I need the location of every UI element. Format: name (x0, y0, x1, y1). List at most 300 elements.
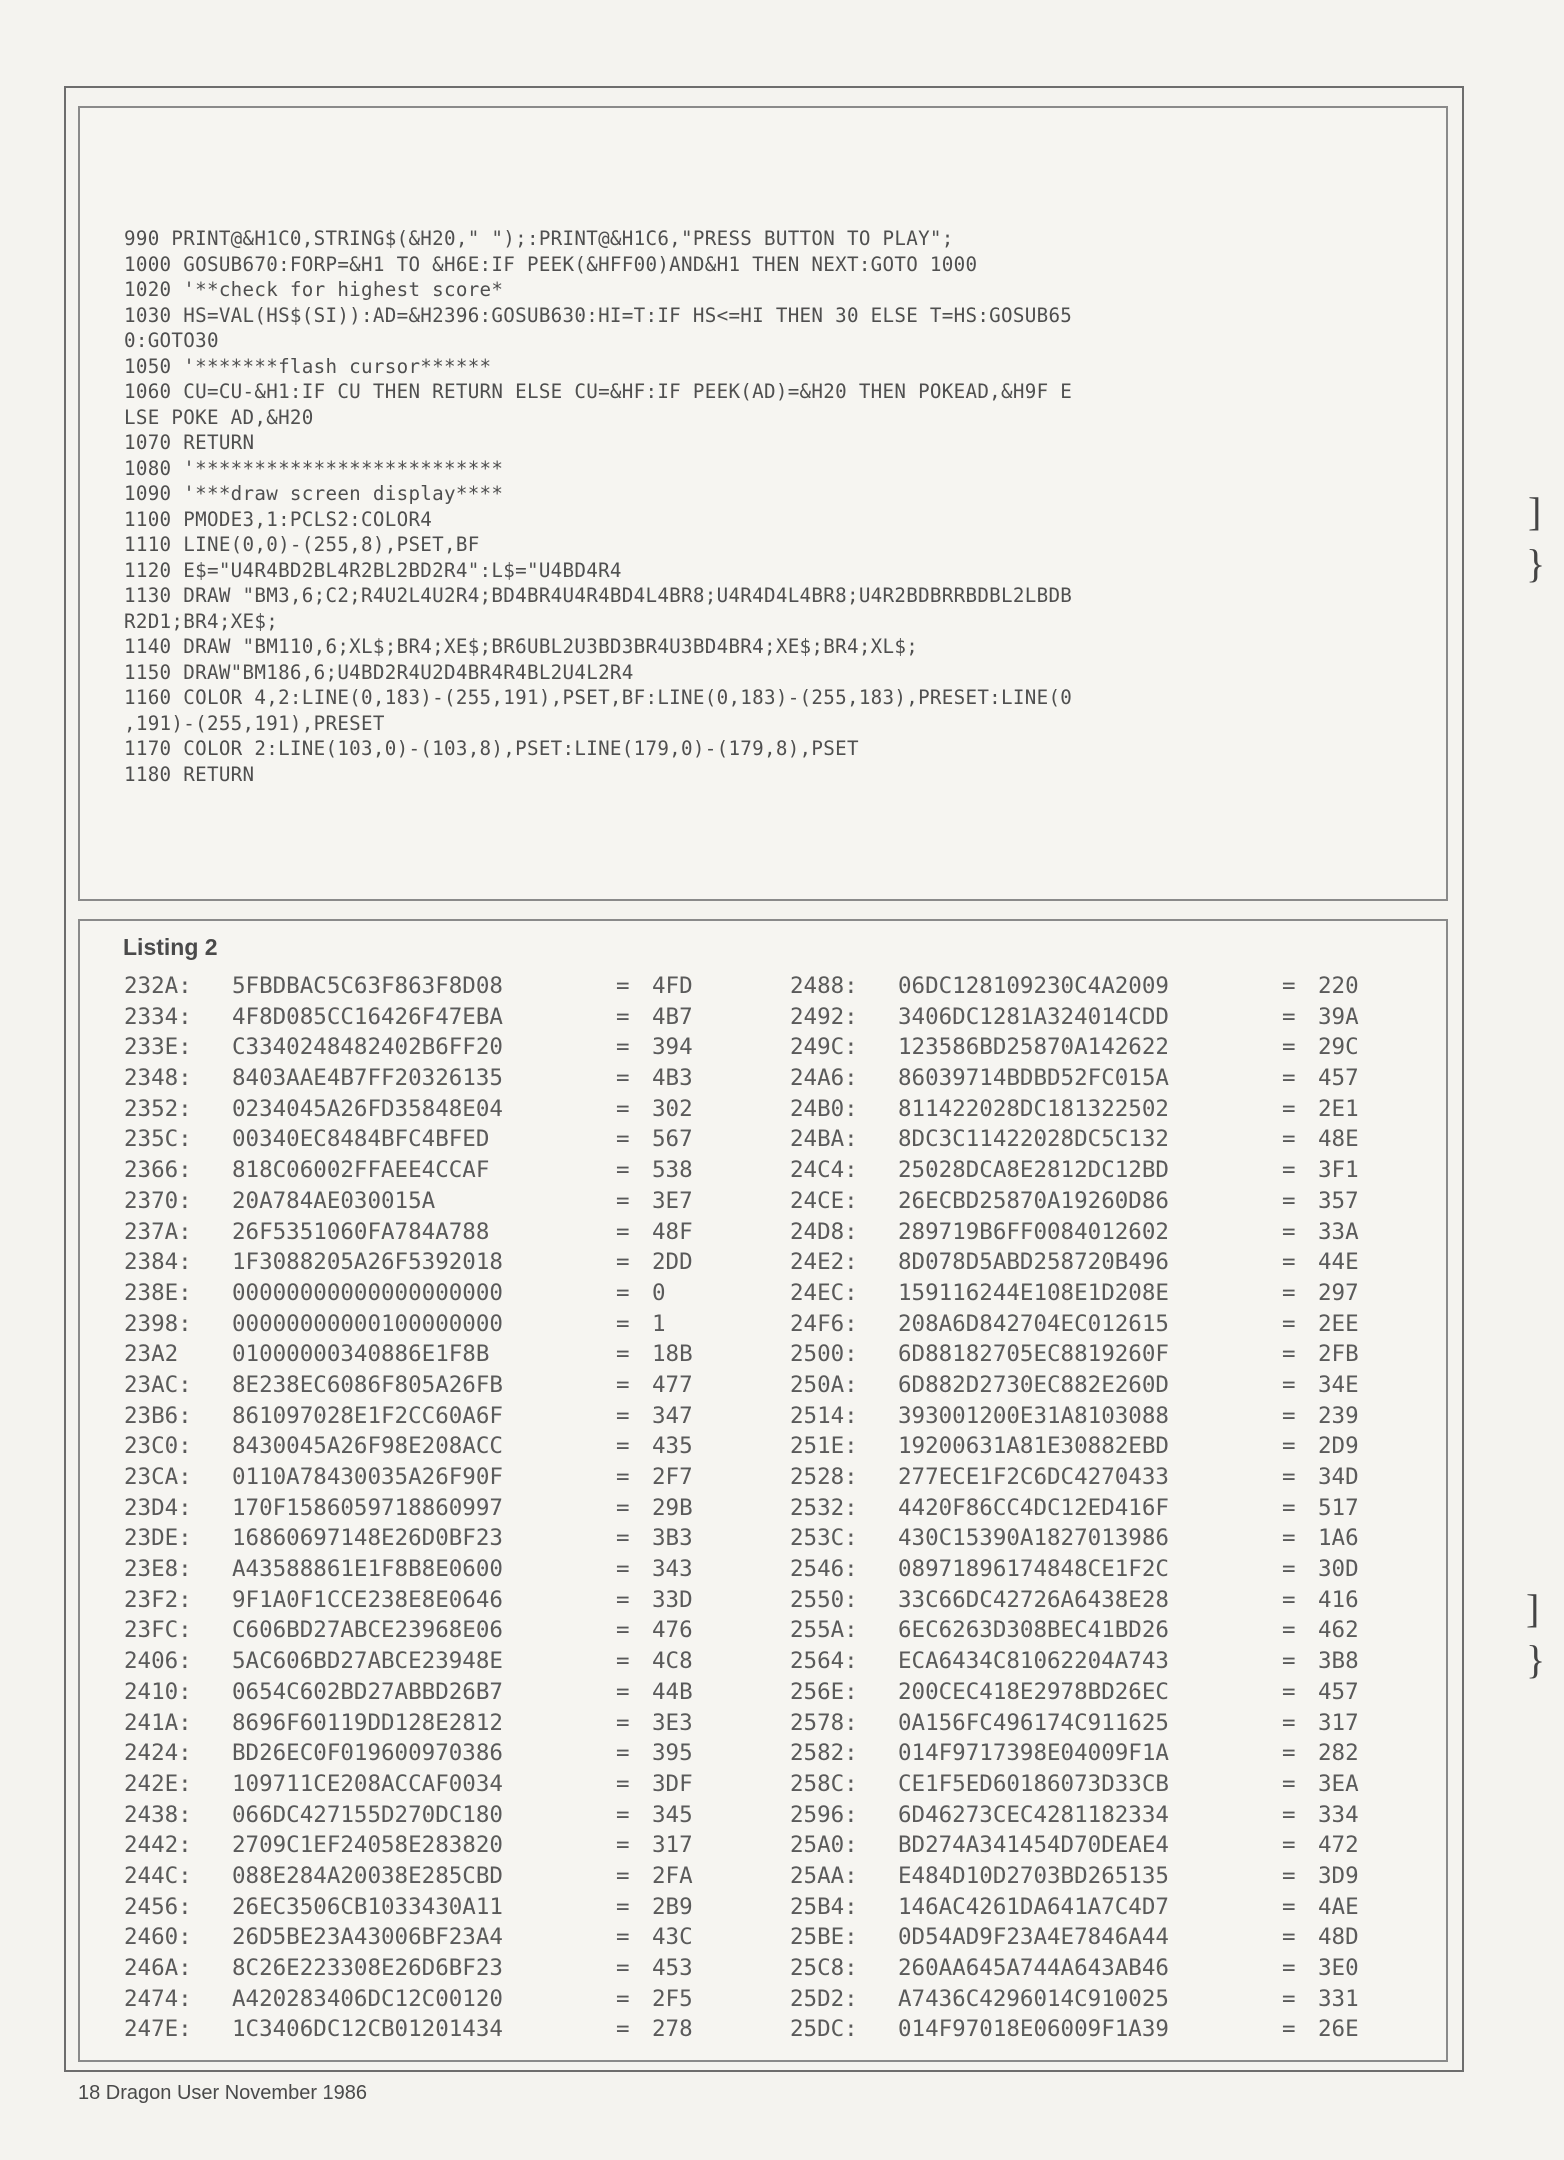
hex-row (790, 1554, 1398, 1585)
code-line: 1080 '************************** (124, 456, 504, 480)
page-footer: 18 Dragon User November 1986 (78, 2082, 368, 2104)
hex-address: 235C: (124, 1126, 192, 1153)
checksum: 2FB (1318, 1341, 1359, 1368)
hex-data: 123586BD25870A142622 (898, 1034, 1169, 1061)
equals-sign: = (1282, 2016, 1296, 2043)
hex-data: 25028DCA8E2812DC12BD (898, 1157, 1169, 1184)
hex-row (124, 1278, 732, 1309)
hex-row (790, 1462, 1398, 1493)
hex-address: 237A: (124, 1218, 192, 1245)
checksum: 3D9 (1318, 1862, 1359, 1889)
hex-address: 247E: (124, 2016, 192, 2043)
hex-address: 25D2: (790, 1985, 858, 2012)
equals-sign: = (1282, 1402, 1296, 1429)
code-line: 1100 PMODE3,1:PCLS2:COLOR4 (124, 507, 433, 531)
checksum: 2F7 (652, 1464, 693, 1490)
hex-address: 2460: (124, 1924, 192, 1951)
hex-row (790, 1861, 1398, 1892)
hex-address: 250A: (790, 1371, 858, 1398)
hex-row (124, 1217, 732, 1248)
hex-address: 2334: (124, 1003, 192, 1030)
hex-data: 277ECE1F2C6DC4270433 (898, 1464, 1169, 1490)
equals-sign: = (1282, 1893, 1296, 1920)
equals-sign: = (616, 1955, 630, 1981)
hex-address: 2384: (124, 1249, 192, 1276)
checksum: 457 (1318, 1678, 1359, 1705)
hex-data: 159116244E108E1D208E (898, 1279, 1169, 1306)
hex-data: A7436C4296014C910025 (898, 1985, 1169, 2012)
checksum: 472 (1318, 1832, 1359, 1859)
hex-address: 24E2: (790, 1249, 858, 1276)
equals-sign: = (616, 973, 630, 999)
equals-sign: = (616, 1924, 630, 1951)
equals-sign: = (616, 1525, 630, 1552)
equals-sign: = (616, 1740, 630, 1767)
hex-address: 238E: (124, 1279, 192, 1306)
hex-data: E484D10D2703BD265135 (898, 1862, 1169, 1889)
hex-address: 24B0: (790, 1095, 858, 1122)
hex-address: 2546: (790, 1556, 858, 1583)
listing2-title: Listing 2 (123, 934, 218, 960)
hex-row (124, 1124, 732, 1155)
hex-row (124, 2014, 732, 2045)
hex-address: 256E: (790, 1678, 858, 1705)
margin-mark: } (1526, 1637, 1546, 1682)
hex-data: 861097028E1F2CC60A6F (232, 1402, 503, 1429)
hex-address: 2442: (124, 1832, 192, 1859)
hex-data: CE1F5ED60186073D33CB (898, 1770, 1169, 1797)
hex-row (124, 1892, 732, 1923)
equals-sign: = (1282, 1525, 1296, 1552)
equals-sign: = (616, 1709, 630, 1736)
hex-address: 251E: (790, 1433, 858, 1460)
hex-address: 23FC: (124, 1617, 192, 1644)
hex-data: 5FBDBAC5C63F863F8D08 (232, 973, 503, 999)
hex-address: 25AA: (790, 1862, 858, 1889)
hex-row (124, 1800, 732, 1831)
code-line: 1030 HS=VAL(HS$(SI)):AD=&H2396:GOSUB630:HI=T:IF HS<=HI THEN 30 ELSE T=HS:GOSUB65 (124, 303, 1073, 327)
hex-data: 26ECBD25870A19260D86 (898, 1187, 1169, 1214)
hex-address: 23AC: (124, 1371, 192, 1398)
equals-sign: = (1282, 1617, 1296, 1644)
hex-address: 25BE: (790, 1924, 858, 1951)
hex-row (790, 1309, 1398, 1340)
code-line: 1180 RETURN (124, 762, 255, 786)
checksum: 29B (652, 1494, 693, 1521)
hex-address: 24D8: (790, 1218, 858, 1245)
equals-sign: = (1282, 1126, 1296, 1153)
hex-address: 2366: (124, 1157, 192, 1184)
equals-sign: = (1282, 1095, 1296, 1122)
hex-address: 23CA: (124, 1464, 192, 1490)
hex-row (124, 1738, 732, 1769)
hex-row (790, 1830, 1398, 1861)
hex-row (124, 1830, 732, 1861)
hex-row (124, 1002, 732, 1033)
hex-data: 208A6D842704EC012615 (898, 1310, 1169, 1337)
hex-data: 2709C1EF24058E283820 (232, 1832, 503, 1859)
equals-sign: = (616, 1893, 630, 1920)
hex-data: 4420F86CC4DC12ED416F (898, 1494, 1169, 1521)
hex-address: 2474: (124, 1985, 192, 2012)
hex-data: 9F1A0F1CCE238E8E0646 (232, 1586, 503, 1613)
checksum: 2F5 (652, 1985, 693, 2012)
code-line: 1020 '**check for highest score* (124, 278, 504, 301)
hex-row (790, 1401, 1398, 1432)
hex-address: 2370: (124, 1187, 192, 1214)
hex-row (790, 1708, 1398, 1739)
checksum: 462 (1318, 1617, 1359, 1644)
equals-sign: = (1282, 1832, 1296, 1859)
checksum: 3E0 (1318, 1955, 1359, 1981)
hex-row (790, 1124, 1398, 1155)
equals-sign: = (1282, 1494, 1296, 1521)
hex-row (124, 1922, 732, 1953)
hex-row (124, 1953, 732, 1984)
hex-row (790, 1769, 1398, 1800)
equals-sign: = (1282, 1187, 1296, 1214)
hex-data: 8403AAE4B7FF20326135 (232, 1065, 503, 1092)
margin-mark: } (1526, 541, 1546, 586)
checksum: 3EA (1318, 1770, 1359, 1797)
equals-sign: = (616, 1678, 630, 1705)
equals-sign: = (616, 1003, 630, 1030)
equals-sign: = (616, 1218, 630, 1245)
hex-row (124, 1554, 732, 1585)
checksum: 3B8 (1318, 1648, 1359, 1675)
hex-address: 2456: (124, 1893, 192, 1920)
hex-row (124, 1094, 732, 1125)
checksum: 239 (1318, 1402, 1359, 1429)
equals-sign: = (616, 1279, 630, 1306)
checksum: 4C8 (652, 1648, 693, 1675)
hex-row (790, 1217, 1398, 1248)
checksum: 4B3 (652, 1065, 693, 1092)
equals-sign: = (616, 1402, 630, 1429)
hex-data: 014F9717398E04009F1A (898, 1740, 1169, 1767)
hex-data: 3406DC1281A324014CDD (898, 1003, 1169, 1030)
checksum: 33D (652, 1586, 693, 1613)
checksum: 2D9 (1318, 1433, 1359, 1460)
equals-sign: = (616, 1464, 630, 1490)
hex-data: 8696F60119DD128E2812 (232, 1709, 503, 1736)
checksum: 317 (652, 1832, 693, 1859)
code-line: 1170 COLOR 2:LINE(103,0)-(103,8),PSET:LINE(179,0)-(179,8),PSET (124, 737, 859, 760)
hex-data: 8430045A26F98E208ACC (232, 1433, 503, 1460)
code-line: 1160 COLOR 4,2:LINE(0,183)-(255,191),PSET,BF:LINE(0,183)-(255,183),PRESET:LINE(0 (124, 686, 1073, 709)
checksum: 453 (652, 1955, 693, 1981)
hex-address: 24BA: (790, 1126, 858, 1153)
hex-data: 26EC3506CB1033430A11 (232, 1893, 503, 1920)
code-line: 0:GOTO30 (124, 329, 219, 352)
hex-address: 2564: (790, 1648, 858, 1675)
hex-row (790, 1339, 1398, 1370)
hex-data: 811422028DC181322502 (898, 1095, 1169, 1122)
checksum: 220 (1318, 973, 1359, 999)
hex-data: 0654C602BD27ABBD26B7 (232, 1678, 503, 1705)
equals-sign: = (616, 1770, 630, 1797)
hex-data: 00340EC8484BFC4BFED (232, 1126, 490, 1153)
equals-sign: = (1282, 1249, 1296, 1276)
hex-row (790, 1063, 1398, 1094)
equals-sign: = (1282, 1955, 1296, 1981)
equals-sign: = (616, 1433, 630, 1460)
equals-sign: = (616, 1556, 630, 1583)
hex-address: 25A0: (790, 1832, 858, 1859)
hex-data: 260AA645A744A643AB46 (898, 1955, 1169, 1981)
checksum: 334 (1318, 1801, 1359, 1828)
hex-address: 24CE: (790, 1187, 858, 1214)
hex-address: 2348: (124, 1065, 192, 1092)
hex-row (124, 1646, 732, 1677)
hex-row (790, 1278, 1398, 1309)
code-line: ,191)-(255,191),PRESET (124, 711, 385, 735)
hex-data: 06DC128109230C4A2009 (898, 973, 1169, 999)
hex-row (790, 1523, 1398, 1554)
code-line: 1150 DRAW"BM186,6;U4BD2R4U2D4BR4R4BL2U4L2R4 (124, 660, 634, 684)
hex-row (790, 2014, 1398, 2045)
checksum: 39A (1318, 1003, 1359, 1030)
hex-row (124, 1462, 732, 1493)
equals-sign: = (1282, 1279, 1296, 1306)
checksum: 44B (652, 1678, 693, 1705)
equals-sign: = (616, 1862, 630, 1889)
hex-row (790, 1002, 1398, 1033)
hex-data: 146AC4261DA641A7C4D7 (898, 1893, 1169, 1920)
code-line: 990 PRINT@&H1C0,STRING$(&H20," ");:PRINT@&H1C6,"PRESS BUTTON TO PLAY"; (124, 227, 954, 250)
equals-sign: = (1282, 1678, 1296, 1705)
code-line: 1130 DRAW "BM3,6;C2;R4U2L4U2R4;BD4BR4U4R4BD4L4BR8;U4R4D4L4BR8;U4R2BDBRRBDBL2LBDB (124, 584, 1073, 607)
checksum: 343 (652, 1556, 693, 1583)
hex-row (790, 1615, 1398, 1646)
equals-sign: = (1282, 1433, 1296, 1460)
equals-sign: = (1282, 1648, 1296, 1675)
checksum: 48F (652, 1218, 693, 1245)
equals-sign: = (1282, 1586, 1296, 1613)
checksum: 416 (1318, 1586, 1359, 1613)
hex-address: 23B6: (124, 1402, 192, 1429)
hex-row (790, 1585, 1398, 1616)
checksum: 4AE (1318, 1893, 1359, 1920)
hex-row (790, 1800, 1398, 1831)
checksum: 1A6 (1318, 1525, 1359, 1552)
hex-row (124, 1523, 732, 1554)
checksum: 2EE (1318, 1310, 1359, 1337)
hex-address: 258C: (790, 1770, 858, 1797)
checksum: 4B7 (652, 1003, 693, 1030)
checksum: 347 (652, 1402, 693, 1429)
equals-sign: = (616, 1648, 630, 1675)
hex-data: 818C06002FFAEE4CCAF (232, 1157, 490, 1184)
equals-sign: = (616, 1034, 630, 1061)
hex-row (790, 1892, 1398, 1923)
hex-data: 0110A78430035A26F90F (232, 1464, 503, 1490)
hex-address: 2352: (124, 1095, 192, 1122)
code-listing-box (78, 106, 1448, 901)
checksum: 517 (1318, 1494, 1359, 1521)
equals-sign: = (616, 1617, 630, 1644)
hex-row (124, 1032, 732, 1063)
hex-row (790, 1738, 1398, 1769)
hex-data: 8E238EC6086F805A26FB (232, 1371, 503, 1398)
hex-row (790, 1094, 1398, 1125)
hex-row (124, 1431, 732, 1462)
hex-data: 170F1586059718860997 (232, 1494, 503, 1521)
checksum: 3E3 (652, 1709, 693, 1736)
hex-address: 242E: (124, 1770, 192, 1797)
hex-address: 24C4: (790, 1157, 858, 1184)
hex-data: 86039714BDBD52FC015A (898, 1065, 1169, 1092)
hex-row (790, 1493, 1398, 1524)
equals-sign: = (1282, 1341, 1296, 1368)
equals-sign: = (1282, 1003, 1296, 1030)
equals-sign: = (616, 1157, 630, 1184)
checksum: 3E7 (652, 1187, 693, 1214)
hex-data: 1F3088205A26F5392018 (232, 1249, 503, 1276)
checksum: 43C (652, 1924, 693, 1951)
code-line: 1000 GOSUB670:FORP=&H1 TO &H6E:IF PEEK(&HFF00)AND&H1 THEN NEXT:GOTO 1000 (124, 252, 978, 276)
equals-sign: = (1282, 1924, 1296, 1951)
hex-data: 109711CE208ACCAF0034 (232, 1770, 503, 1797)
checksum: 2FA (652, 1862, 693, 1889)
checksum: 4FD (652, 973, 693, 999)
hex-row (790, 1247, 1398, 1278)
code-line: LSE POKE AD,&H20 (124, 405, 314, 429)
equals-sign: = (1282, 1034, 1296, 1061)
hex-address: 246A: (124, 1955, 192, 1981)
checksum: 331 (1318, 1985, 1359, 2012)
hex-data: 393001200E31A8103088 (898, 1402, 1169, 1429)
checksum: 435 (652, 1433, 693, 1460)
hex-row (790, 1032, 1398, 1063)
hex-address: 2410: (124, 1678, 192, 1705)
hex-address: 2582: (790, 1740, 858, 1767)
hex-data: 289719B6FF0084012602 (898, 1218, 1169, 1245)
checksum: 33A (1318, 1218, 1359, 1245)
checksum: 18B (652, 1341, 693, 1368)
hex-row (124, 1585, 732, 1616)
hex-data: 8C26E223308E26D6BF23 (232, 1955, 503, 1981)
hex-address: 2424: (124, 1740, 192, 1767)
code-line: 1090 '***draw screen display**** (124, 482, 504, 505)
hex-row (790, 1431, 1398, 1462)
hex-address: 23DE: (124, 1525, 192, 1552)
hex-data: 26F5351060FA784A788 (232, 1218, 490, 1245)
hex-data: C3340248482402B6FF20 (232, 1034, 503, 1061)
hex-data: 6D46273CEC4281182334 (898, 1801, 1169, 1828)
hex-data: 16860697148E26D0BF23 (232, 1525, 503, 1552)
hex-address: 2406: (124, 1648, 192, 1675)
equals-sign: = (1282, 1709, 1296, 1736)
hex-row (790, 1370, 1398, 1401)
hex-row (124, 1063, 732, 1094)
hex-data: 33C66DC42726A6438E28 (898, 1586, 1169, 1613)
equals-sign: = (616, 1310, 630, 1337)
checksum: 0 (652, 1279, 666, 1306)
equals-sign: = (616, 2016, 630, 2043)
checksum: 48D (1318, 1924, 1359, 1951)
code-line: 1070 RETURN (124, 431, 255, 454)
hex-data: 6D882D2730EC882E260D (898, 1371, 1169, 1398)
hex-data: 00000000000100000000 (232, 1310, 503, 1337)
hex-row (124, 1861, 732, 1892)
checksum: 2B9 (652, 1893, 693, 1920)
hex-address: 23E8: (124, 1556, 192, 1583)
equals-sign: = (616, 1371, 630, 1398)
hex-data: A43588861E1F8B8E0600 (232, 1556, 503, 1583)
equals-sign: = (1282, 1157, 1296, 1184)
checksum: 567 (652, 1126, 693, 1153)
equals-sign: = (1282, 1740, 1296, 1767)
hex-row (124, 1186, 732, 1217)
hex-row (124, 1309, 732, 1340)
equals-sign: = (1282, 1218, 1296, 1245)
hex-data: 8DC3C11422028DC5C132 (898, 1126, 1169, 1153)
checksum: 278 (652, 2016, 693, 2043)
hex-address: 249C: (790, 1034, 858, 1061)
code-line: 1140 DRAW "BM110,6;XL$;BR4;XE$;BR6UBL2U3BD3BR4U3BD4BR4;XE$;BR4;XL$; (124, 635, 919, 658)
margin-mark: ] (1528, 489, 1542, 534)
equals-sign: = (1282, 1801, 1296, 1828)
hex-data: ECA6434C81062204A743 (898, 1648, 1169, 1675)
checksum: 2DD (652, 1249, 693, 1276)
hex-address: 2500: (790, 1341, 858, 1368)
hex-address: 2398: (124, 1310, 192, 1337)
hex-data: 1C3406DC12CB01201434 (232, 2016, 503, 2043)
hex-data: 014F97018E06009F1A39 (898, 2016, 1169, 2043)
checksum: 29C (1318, 1034, 1359, 1061)
hex-row (124, 1493, 732, 1524)
hex-row (124, 1769, 732, 1800)
hex-data: 8D078D5ABD258720B496 (898, 1249, 1169, 1276)
equals-sign: = (616, 1187, 630, 1214)
equals-sign: = (616, 1341, 630, 1368)
checksum: 3F1 (1318, 1157, 1359, 1184)
hex-data: A420283406DC12C00120 (232, 1985, 503, 2012)
hex-address: 24A6: (790, 1065, 858, 1092)
listing2-box (78, 919, 1448, 2062)
equals-sign: = (616, 1832, 630, 1859)
checksum: 48E (1318, 1126, 1359, 1153)
equals-sign: = (1282, 1985, 1296, 2012)
hex-address: 2514: (790, 1402, 858, 1429)
hex-row (790, 1953, 1398, 1984)
hex-row (124, 1339, 732, 1370)
hex-row (790, 971, 1398, 1002)
hex-row (124, 1615, 732, 1646)
checksum: 395 (652, 1740, 693, 1767)
checksum: 34E (1318, 1371, 1359, 1398)
checksum: 282 (1318, 1740, 1359, 1767)
hex-row (124, 1401, 732, 1432)
hex-data: 4F8D085CC16426F47EBA (232, 1003, 503, 1030)
equals-sign: = (1282, 1862, 1296, 1889)
hex-data: 08971896174848CE1F2C (898, 1556, 1169, 1583)
checksum: 2E1 (1318, 1095, 1359, 1122)
hex-address: 23C0: (124, 1433, 192, 1460)
equals-sign: = (616, 1095, 630, 1122)
hex-address: 232A: (124, 973, 192, 999)
listing2-left-column (124, 971, 732, 2045)
checksum: 345 (652, 1801, 693, 1828)
hex-row (790, 1155, 1398, 1186)
checksum: 1 (652, 1310, 666, 1337)
hex-address: 25B4: (790, 1893, 858, 1920)
checksum: 477 (652, 1371, 693, 1398)
hex-address: 25C8: (790, 1955, 858, 1981)
hex-address: 233E: (124, 1034, 192, 1061)
checksum: 457 (1318, 1065, 1359, 1092)
